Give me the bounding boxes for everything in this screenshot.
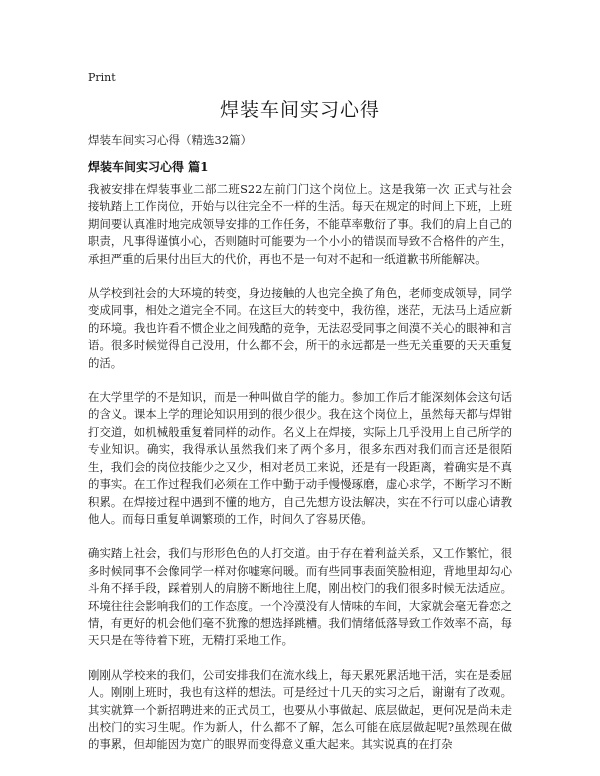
- paragraph: 在大学里学的不是知识，而是一种叫做自学的能力。参加工作后才能深刻体会这句话的含义。课本上学的理论知识用到的很少很少。我在这个岗位上，虽然每天都与焊钳打交道，如机械般重复着同样的动作。名义上在焊接，实际上几乎没用上自己所学的专业知识。确实，我得承认虽然我们来了两个多月，很多东西对我们而言还是很陌生，我们会的岗位技能少之又少，相对老员工来说，还是有一段距离，着确实是不真的事实。在工作过程我们必须在工作中勤于动手慢慢琢磨，虚心求学，不断学习不断积累。在焊接过程中遇到不懂的地方，自己先想方设法解决，实在不行可以虚心请教他人。而每日重复单调繁琐的工作，时间久了容易厌倦。: [88, 390, 512, 526]
- article-body: [88, 181, 512, 771]
- paragraph: 刚刚从学校来的我们，公司安排我们在流水线上，每天累死累活地干活，实在是委屈人。刚刚上班时，我也有这样的想法。可是经过十几天的实习之后，谢谢有了改观。其实就算一个新招聘进来的正式员工，也要从小事做起、底层做起，更何况是尚未走出校门的实习生呢。作为新人，什么都不了解，怎么可能在底层做起呢?虽然现在做的事累，但却能因为宽广的眼界而变得意义重大起来。其实说真的在打杂: [88, 667, 512, 752]
- print-link[interactable]: Print: [88, 71, 116, 84]
- paragraph: 从学校到社会的大环境的转变，身边接触的人也完全换了角色，老师变成领导，同学变成同事，相处之道完全不同。在这巨大的转变中，我彷徨，迷茫，无法马上适应新的环境。我也许看不惯企业之间残酷的竞争，无法忍受同事之间漠不关心的眼神和言语。很多时候觉得自己没用，什么都不会，所干的永远都是一些无关重要的天天重复的活。: [88, 286, 512, 370]
- document-subtitle: 焊装车间实习心得（精选32篇）: [88, 133, 253, 147]
- paragraph: 我被安排在焊装事业二部二班S22左前门门这个岗位上。这是我第一次 正式与社会接轨踏上工作岗位，开始与以往完全不一样的生活。每天在规定的时间上下班，上班期间要认真准时地完成领导安排的工作任务，不能草率敷衍了事。我们的肩上自己的职责，凡事得谨慎小心，否则随时可能要为一个小小的错误而导致不合格件的产生，承担严重的后果付出巨大的代价，再也不是一句对不起和一纸道歉书所能解决。: [88, 182, 512, 266]
- paragraph: 确实踏上社会，我们与形形色色的人打交道。由于存在着利益关系，又工作繁忙，很多时候同事不会像同学一样对你嘘寒问暖。而有些同事表面笑脸相迎，背地里却勾心斗角不择手段，踩着别人的肩膀不断地往上爬，刚出校门的我们很多时候无法适应。环境往往会影响我们的工作态度。一个冷漠没有人情味的车间，大家就会毫无眷恋之情，有更好的机会他们毫不犹豫的想选择跳槽。我们情绪低落导致工作效率不高，每天只是在等待着下班，无精打采地工作。: [88, 546, 512, 648]
- section-heading: 焊装车间实习心得 篇1: [88, 160, 209, 174]
- document-title: 焊装车间实习心得: [219, 99, 380, 121]
